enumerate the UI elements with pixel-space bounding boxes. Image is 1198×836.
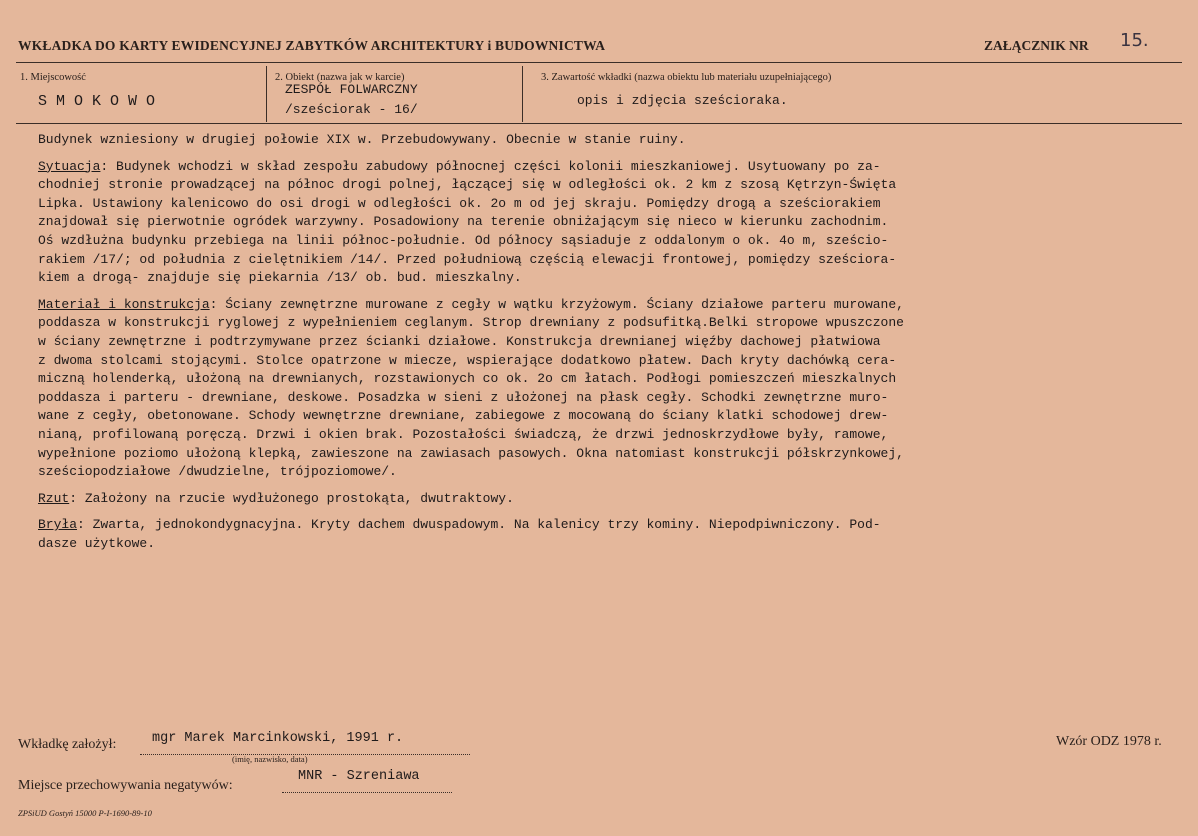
material-line: poddasza w konstrukcji ryglowej z wypełnieniem ceglanym. Strop drewniany z podsufitką.Belki stropowe wpuszczone (38, 315, 904, 331)
material-line: z dwoma stolcami stojącymi. Stolce opatrzone w miecze, wspierające dodatkowo płatew. Dach kryty dachówką cera- (38, 352, 897, 368)
template-label: Wzór ODZ 1978 r. (1056, 734, 1162, 749)
material-line: miczną holenderką, ułożoną na drewnianych, rozstawionych co ok. 2o cm łatach. Podłogi pomieszczeń mieszkalnych (38, 371, 897, 387)
situation-line: rakiem /17/; od południa z cielętnikiem /14/. Przed południową częścią elewacji frontowej, pomiędzy sześciora- (38, 251, 897, 267)
object-box (267, 66, 523, 122)
material-line: poddasza i parteru - drewniane, deskowe. Posadzka w sieni z ułożonej na płask cegły. Schodki zewnętrzne muro- (38, 389, 889, 405)
material-line: wypełnione poziomo ułożoną klepką, zawieszone na zawiasach pasowych. Okna natomiast konstrukcji półskrzynkowej, (38, 445, 904, 461)
material-paragraph (38, 296, 1178, 482)
situation-line: kiem a drogą- znajduje się piekarnia /13/ ob. bud. mieszkalny. (38, 270, 522, 286)
situation-line: chodniej stronie prowadzącej na północ drogi polnej, łączącej się w odległości ok. 2 km z szosą Kętrzyn-Święta (38, 177, 897, 193)
situation-line: znajdował się pierwotnie ogródek warzywny. Posadowiony na terenie obniżającym się nieco w kierunku zachodnim. (38, 214, 889, 230)
material-line: nianą, profilowaną poręczą. Drzwi i okien brak. Pozostałości świadczą, że drzwi jednoskrzydłowe były, ramowe, (38, 426, 889, 442)
author-value: mgr Marek Marcinkowski, 1991 r. (152, 731, 404, 746)
situation-line: Oś wzdłużna budynku przebiega na linii północ-południe. Od północy sąsiaduje z oddalonym o ok. 4o m, sześcio- (38, 232, 889, 248)
material-line: wane z cegły, obetonowane. Schody wewnętrzne drewniane, zabiegowe z mocowaną do ściany klatki schodowej drew- (38, 408, 889, 424)
mass-line: : Zwarta, jednokondygnacyjna. Kryty dachem dwuspadowym. Na kalenicy trzy kominy. Niepodpiwniczony. Pod- (77, 517, 881, 533)
locality-box (16, 66, 267, 122)
author-hint: (imię, nazwisko, data) (232, 754, 308, 764)
content-box (523, 66, 1178, 122)
content-value: opis i zdjęcia sześcioraka. (577, 93, 788, 108)
content-label: 3. Zawartość wkładki (nazwa obiektu lub materiału uzupełniającego) (541, 72, 832, 83)
form-title: WKŁADKA DO KARTY EWIDENCYJNEJ ZABYTKÓW ARCHITEKTURY i BUDOWNICTWA (18, 38, 606, 53)
attachment-number: 15. (1120, 30, 1149, 51)
intro-paragraph: Budynek wzniesiony w drugiej połowie XIX w. Przebudowywany. Obecnie w stanie ruiny. (38, 132, 686, 147)
material-line: sześciopodziałowe /dwudzielne, trójpoziomowe/. (38, 464, 397, 480)
plan-text: : Założony na rzucie wydłużonego prostokąta, dwutraktowy. (69, 490, 514, 506)
material-line: w ściany zewnętrzne i podtrzymywane przez ścianki działowe. Konstrukcja drewnianej więźby dachowej płatwiowa (38, 333, 881, 349)
object-value-line-2: /sześciorak - 16/ (285, 102, 418, 117)
mass-heading: Bryła (38, 517, 78, 533)
description-body (38, 131, 1178, 561)
situation-line: Lipka. Ustawiony kalenicowo do osi drogi w odległości ok. 2o m od jej skraju. Pomiędzy drogą a sześciorakiem (38, 195, 881, 211)
negatives-label: Miejsce przechowywania negatywów: (18, 778, 233, 793)
situation-line: : Budynek wchodzi w skład zespołu zabudowy północnej części kolonii mieszkaniowej. Usytuowany po za- (100, 158, 881, 174)
negatives-dotted-line (282, 792, 452, 793)
object-value-line-1: ZESPÓŁ FOLWARCZNY (285, 82, 418, 97)
material-heading: Materiał i konstrukcja (38, 296, 210, 312)
mass-paragraph (38, 516, 1178, 553)
negatives-value: MNR - Szreniawa (298, 769, 420, 784)
locality-label: 1. Miejscowość (20, 72, 86, 83)
header-rule (16, 62, 1182, 63)
fields-rule (16, 123, 1182, 124)
mass-line: dasze użytkowe. (38, 535, 156, 551)
locality-value: S M O K O W O (38, 93, 156, 110)
plan-heading: Rzut (38, 490, 70, 506)
situation-heading: Sytuacja (38, 158, 101, 174)
attachment-label: ZAŁĄCZNIK NR (984, 38, 1089, 53)
situation-paragraph (38, 158, 1178, 288)
author-label: Wkładkę założył: (18, 737, 117, 752)
object-label: 2. Obiekt (nazwa jak w karcie) (275, 72, 405, 83)
material-line: : Ściany zewnętrzne murowane z cegły w wątku krzyżowym. Ściany działowe parteru murowane, (209, 296, 904, 312)
printer-imprint: ZPSiUD Gostyń 15000 P-I-1690-89-10 (18, 808, 152, 818)
plan-paragraph (38, 490, 1178, 509)
